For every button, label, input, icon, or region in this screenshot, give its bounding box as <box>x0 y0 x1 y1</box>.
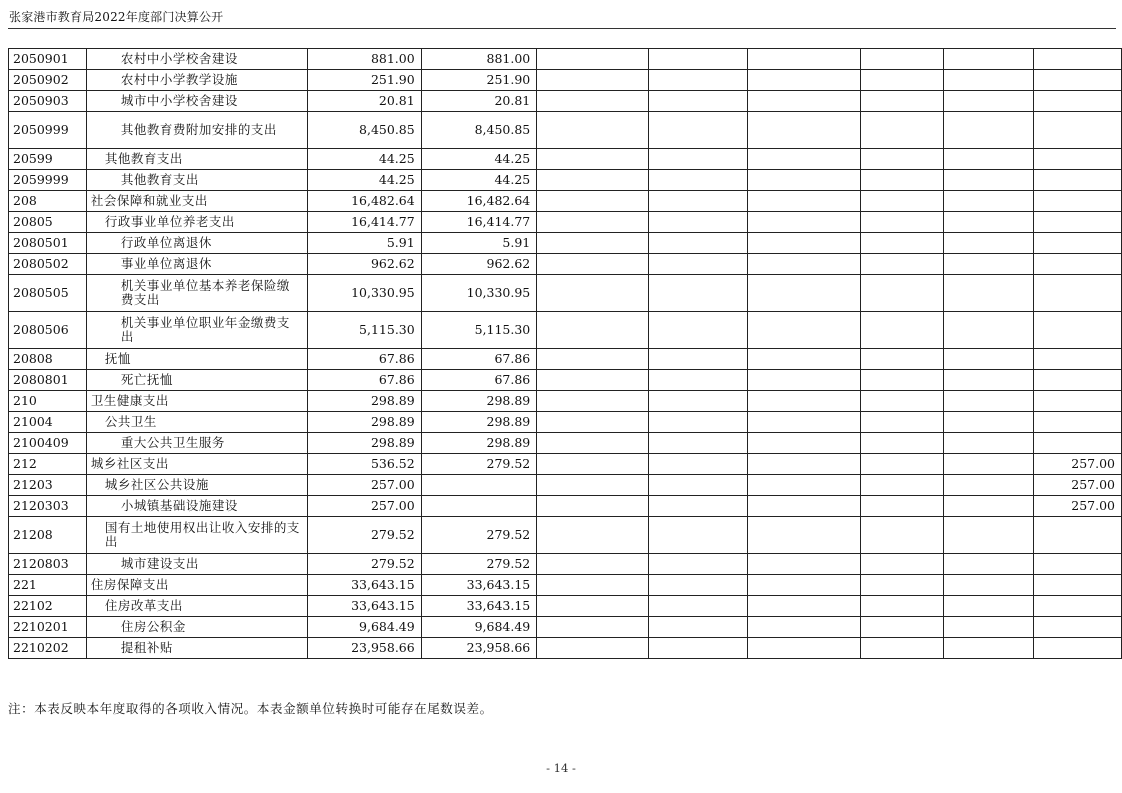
amount-cell <box>860 575 943 596</box>
amount-cell <box>860 596 943 617</box>
function-code-cell: 2050901 <box>9 49 87 70</box>
amount-cell <box>944 391 1034 412</box>
amount-cell <box>1034 233 1122 254</box>
amount-cell <box>860 349 943 370</box>
amount-cell <box>748 554 861 575</box>
amount-cell <box>860 617 943 638</box>
table-row <box>9 617 1122 638</box>
amount-cell <box>649 312 748 349</box>
amount-cell: 9,684.49 <box>421 617 537 638</box>
table-row <box>9 212 1122 233</box>
amount-cell <box>1034 149 1122 170</box>
table-row <box>9 554 1122 575</box>
function-name-cell: 其他教育支出 <box>86 170 307 191</box>
amount-cell <box>748 275 861 312</box>
amount-cell <box>649 254 748 275</box>
function-code-cell: 2210202 <box>9 638 87 659</box>
amount-cell <box>748 575 861 596</box>
amount-cell <box>649 454 748 475</box>
table-row <box>9 638 1122 659</box>
amount-cell: 257.00 <box>1034 454 1122 475</box>
amount-cell: 257.00 <box>308 496 422 517</box>
amount-cell: 298.89 <box>421 412 537 433</box>
amount-cell <box>860 475 943 496</box>
function-code-cell: 2050903 <box>9 91 87 112</box>
amount-cell <box>1034 517 1122 554</box>
table-row <box>9 475 1122 496</box>
amount-cell: 881.00 <box>421 49 537 70</box>
amount-cell <box>748 475 861 496</box>
function-code-cell: 2120303 <box>9 496 87 517</box>
amount-cell <box>537 433 649 454</box>
table-row <box>9 312 1122 349</box>
table-row <box>9 454 1122 475</box>
amount-cell <box>1034 312 1122 349</box>
function-code-cell: 20805 <box>9 212 87 233</box>
amount-cell <box>537 149 649 170</box>
function-name-cell: 卫生健康支出 <box>86 391 307 412</box>
document-header: 张家港市教育局2022年度部门决算公开 <box>9 10 224 24</box>
header-rule <box>8 28 1116 29</box>
amount-cell <box>537 212 649 233</box>
amount-cell: 5,115.30 <box>308 312 422 349</box>
amount-cell <box>537 575 649 596</box>
amount-cell <box>649 412 748 433</box>
function-name-cell: 国有土地使用权出让收入安排的支出 <box>86 517 307 554</box>
amount-cell <box>944 454 1034 475</box>
amount-cell: 962.62 <box>421 254 537 275</box>
amount-cell: 5.91 <box>421 233 537 254</box>
amount-cell <box>649 475 748 496</box>
amount-cell: 251.90 <box>421 70 537 91</box>
amount-cell <box>748 391 861 412</box>
amount-cell: 298.89 <box>308 391 422 412</box>
amount-cell <box>537 496 649 517</box>
amount-cell <box>860 391 943 412</box>
table-row <box>9 149 1122 170</box>
amount-cell <box>649 149 748 170</box>
amount-cell <box>649 370 748 391</box>
amount-cell: 257.00 <box>1034 475 1122 496</box>
amount-cell <box>537 170 649 191</box>
amount-cell <box>649 112 748 149</box>
amount-cell <box>944 638 1034 659</box>
function-code-cell: 2120803 <box>9 554 87 575</box>
table-row <box>9 349 1122 370</box>
amount-cell: 279.52 <box>421 517 537 554</box>
amount-cell <box>748 91 861 112</box>
function-name-cell: 机关事业单位职业年金缴费支出 <box>86 312 307 349</box>
amount-cell <box>649 617 748 638</box>
function-code-cell: 2080501 <box>9 233 87 254</box>
amount-cell <box>944 517 1034 554</box>
amount-cell: 33,643.15 <box>421 575 537 596</box>
amount-cell: 23,958.66 <box>308 638 422 659</box>
amount-cell <box>860 170 943 191</box>
amount-cell <box>649 638 748 659</box>
table-row <box>9 170 1122 191</box>
function-name-cell: 城市建设支出 <box>86 554 307 575</box>
amount-cell <box>860 91 943 112</box>
amount-cell <box>1034 49 1122 70</box>
amount-cell <box>860 70 943 91</box>
amount-cell <box>944 70 1034 91</box>
amount-cell <box>944 254 1034 275</box>
amount-cell <box>860 517 943 554</box>
amount-cell <box>748 233 861 254</box>
amount-cell: 67.86 <box>421 370 537 391</box>
amount-cell <box>860 638 943 659</box>
amount-cell <box>860 275 943 312</box>
amount-cell <box>748 170 861 191</box>
amount-cell <box>537 312 649 349</box>
amount-cell <box>944 617 1034 638</box>
amount-cell <box>537 454 649 475</box>
amount-cell: 298.89 <box>421 433 537 454</box>
amount-cell <box>1034 349 1122 370</box>
amount-cell <box>649 275 748 312</box>
amount-cell <box>860 191 943 212</box>
function-code-cell: 2050999 <box>9 112 87 149</box>
amount-cell: 5.91 <box>308 233 422 254</box>
table-row <box>9 254 1122 275</box>
amount-cell <box>748 70 861 91</box>
amount-cell: 881.00 <box>308 49 422 70</box>
function-name-cell: 行政事业单位养老支出 <box>86 212 307 233</box>
function-code-cell: 2080801 <box>9 370 87 391</box>
function-name-cell: 住房改革支出 <box>86 596 307 617</box>
amount-cell: 20.81 <box>308 91 422 112</box>
amount-cell <box>748 349 861 370</box>
amount-cell <box>860 554 943 575</box>
amount-cell <box>1034 391 1122 412</box>
table-row <box>9 412 1122 433</box>
function-name-cell: 住房公积金 <box>86 617 307 638</box>
amount-cell: 8,450.85 <box>421 112 537 149</box>
amount-cell <box>649 212 748 233</box>
amount-cell <box>944 275 1034 312</box>
amount-cell: 44.25 <box>308 149 422 170</box>
amount-cell <box>649 170 748 191</box>
table-row <box>9 596 1122 617</box>
amount-cell <box>1034 70 1122 91</box>
amount-cell <box>860 212 943 233</box>
amount-cell <box>537 517 649 554</box>
amount-cell: 298.89 <box>308 412 422 433</box>
amount-cell <box>537 275 649 312</box>
amount-cell <box>1034 91 1122 112</box>
amount-cell <box>860 149 943 170</box>
page-number: - 14 - <box>546 761 576 775</box>
amount-cell: 33,643.15 <box>308 575 422 596</box>
amount-cell <box>748 433 861 454</box>
amount-cell <box>421 496 537 517</box>
amount-cell <box>649 70 748 91</box>
footnote: 注：本表反映本年度取得的各项收入情况。本表金额单位转换时可能存在尾数误差。 <box>8 701 493 716</box>
amount-cell <box>421 475 537 496</box>
function-name-cell: 提租补贴 <box>86 638 307 659</box>
function-code-cell: 212 <box>9 454 87 475</box>
amount-cell <box>944 233 1034 254</box>
amount-cell <box>944 49 1034 70</box>
function-name-cell: 其他教育支出 <box>86 149 307 170</box>
amount-cell: 5,115.30 <box>421 312 537 349</box>
amount-cell <box>649 49 748 70</box>
function-name-cell: 行政单位离退休 <box>86 233 307 254</box>
amount-cell <box>649 191 748 212</box>
amount-cell: 251.90 <box>308 70 422 91</box>
amount-cell <box>748 149 861 170</box>
amount-cell <box>1034 191 1122 212</box>
amount-cell <box>649 349 748 370</box>
amount-cell <box>1034 212 1122 233</box>
amount-cell <box>944 112 1034 149</box>
amount-cell: 67.86 <box>308 370 422 391</box>
amount-cell <box>944 191 1034 212</box>
table-row <box>9 575 1122 596</box>
amount-cell: 23,958.66 <box>421 638 537 659</box>
amount-cell: 67.86 <box>308 349 422 370</box>
amount-cell <box>944 91 1034 112</box>
amount-cell <box>649 554 748 575</box>
amount-cell: 9,684.49 <box>308 617 422 638</box>
amount-cell <box>748 312 861 349</box>
amount-cell <box>649 517 748 554</box>
amount-cell <box>1034 638 1122 659</box>
amount-cell <box>944 496 1034 517</box>
amount-cell <box>1034 112 1122 149</box>
function-name-cell: 社会保障和就业支出 <box>86 191 307 212</box>
amount-cell: 536.52 <box>308 454 422 475</box>
amount-cell: 257.00 <box>308 475 422 496</box>
function-code-cell: 208 <box>9 191 87 212</box>
amount-cell: 10,330.95 <box>308 275 422 312</box>
amount-cell <box>649 496 748 517</box>
amount-cell <box>748 496 861 517</box>
amount-cell <box>649 233 748 254</box>
function-name-cell: 农村中小学教学设施 <box>86 70 307 91</box>
amount-cell: 20.81 <box>421 91 537 112</box>
amount-cell: 298.89 <box>308 433 422 454</box>
amount-cell: 16,414.77 <box>421 212 537 233</box>
function-name-cell: 城乡社区支出 <box>86 454 307 475</box>
amount-cell <box>649 391 748 412</box>
function-name-cell: 农村中小学校舍建设 <box>86 49 307 70</box>
amount-cell: 10,330.95 <box>421 275 537 312</box>
amount-cell <box>1034 617 1122 638</box>
amount-cell <box>944 554 1034 575</box>
function-name-cell: 事业单位离退休 <box>86 254 307 275</box>
table-row <box>9 370 1122 391</box>
amount-cell: 257.00 <box>1034 496 1122 517</box>
amount-cell <box>537 412 649 433</box>
amount-cell <box>537 233 649 254</box>
function-code-cell: 2059999 <box>9 170 87 191</box>
function-code-cell: 21004 <box>9 412 87 433</box>
amount-cell <box>944 349 1034 370</box>
amount-cell <box>748 617 861 638</box>
amount-cell: 279.52 <box>421 554 537 575</box>
amount-cell: 44.25 <box>421 149 537 170</box>
amount-cell <box>748 112 861 149</box>
table-row <box>9 391 1122 412</box>
amount-cell <box>748 212 861 233</box>
amount-cell: 67.86 <box>421 349 537 370</box>
amount-cell <box>649 433 748 454</box>
table-row <box>9 191 1122 212</box>
amount-cell <box>860 233 943 254</box>
amount-cell: 298.89 <box>421 391 537 412</box>
table-row <box>9 49 1122 70</box>
amount-cell <box>1034 575 1122 596</box>
amount-cell <box>860 454 943 475</box>
amount-cell <box>537 554 649 575</box>
amount-cell <box>537 112 649 149</box>
amount-cell <box>748 454 861 475</box>
function-name-cell: 抚恤 <box>86 349 307 370</box>
amount-cell: 33,643.15 <box>421 596 537 617</box>
table-row <box>9 275 1122 312</box>
amount-cell <box>944 312 1034 349</box>
function-code-cell: 2100409 <box>9 433 87 454</box>
amount-cell <box>1034 412 1122 433</box>
amount-cell <box>748 254 861 275</box>
function-name-cell: 其他教育费附加安排的支出 <box>86 112 307 149</box>
table-row <box>9 112 1122 149</box>
amount-cell <box>944 575 1034 596</box>
amount-cell <box>537 191 649 212</box>
function-code-cell: 2050902 <box>9 70 87 91</box>
function-code-cell: 21208 <box>9 517 87 554</box>
table-row <box>9 70 1122 91</box>
amount-cell <box>1034 370 1122 391</box>
table-body <box>9 49 1122 659</box>
amount-cell <box>944 596 1034 617</box>
amount-cell <box>748 517 861 554</box>
amount-cell <box>944 170 1034 191</box>
amount-cell <box>748 49 861 70</box>
table-row <box>9 433 1122 454</box>
function-code-cell: 221 <box>9 575 87 596</box>
function-name-cell: 死亡抚恤 <box>86 370 307 391</box>
table-row <box>9 91 1122 112</box>
amount-cell <box>537 638 649 659</box>
amount-cell <box>860 312 943 349</box>
function-name-cell: 城乡社区公共设施 <box>86 475 307 496</box>
function-code-cell: 20599 <box>9 149 87 170</box>
amount-cell: 962.62 <box>308 254 422 275</box>
function-code-cell: 210 <box>9 391 87 412</box>
function-name-cell: 公共卫生 <box>86 412 307 433</box>
function-code-cell: 2080505 <box>9 275 87 312</box>
function-name-cell: 重大公共卫生服务 <box>86 433 307 454</box>
function-name-cell: 城市中小学校舍建设 <box>86 91 307 112</box>
amount-cell <box>537 254 649 275</box>
amount-cell <box>649 596 748 617</box>
amount-cell <box>537 370 649 391</box>
amount-cell <box>537 391 649 412</box>
amount-cell: 16,414.77 <box>308 212 422 233</box>
amount-cell <box>748 596 861 617</box>
amount-cell: 279.52 <box>421 454 537 475</box>
amount-cell <box>1034 596 1122 617</box>
amount-cell <box>1034 170 1122 191</box>
amount-cell <box>537 475 649 496</box>
table-row <box>9 496 1122 517</box>
function-code-cell: 2080502 <box>9 254 87 275</box>
amount-cell: 8,450.85 <box>308 112 422 149</box>
amount-cell <box>1034 433 1122 454</box>
amount-cell <box>1034 275 1122 312</box>
amount-cell <box>1034 254 1122 275</box>
amount-cell <box>537 596 649 617</box>
function-code-cell: 2210201 <box>9 617 87 638</box>
amount-cell <box>649 575 748 596</box>
amount-cell: 279.52 <box>308 554 422 575</box>
function-code-cell: 22102 <box>9 596 87 617</box>
amount-cell <box>860 433 943 454</box>
amount-cell <box>860 49 943 70</box>
amount-cell <box>537 617 649 638</box>
amount-cell: 16,482.64 <box>421 191 537 212</box>
function-code-cell: 21203 <box>9 475 87 496</box>
amount-cell <box>537 349 649 370</box>
amount-cell <box>944 149 1034 170</box>
table-row <box>9 233 1122 254</box>
amount-cell <box>537 70 649 91</box>
amount-cell <box>860 412 943 433</box>
function-name-cell: 小城镇基础设施建设 <box>86 496 307 517</box>
amount-cell <box>748 370 861 391</box>
amount-cell <box>944 370 1034 391</box>
amount-cell <box>944 412 1034 433</box>
amount-cell <box>748 412 861 433</box>
amount-cell <box>944 475 1034 496</box>
amount-cell <box>944 433 1034 454</box>
amount-cell <box>537 49 649 70</box>
amount-cell: 44.25 <box>421 170 537 191</box>
function-code-cell: 20808 <box>9 349 87 370</box>
budget-table <box>8 48 1122 659</box>
function-name-cell: 机关事业单位基本养老保险缴费支出 <box>86 275 307 312</box>
table-row <box>9 517 1122 554</box>
amount-cell <box>860 370 943 391</box>
amount-cell: 33,643.15 <box>308 596 422 617</box>
function-name-cell: 住房保障支出 <box>86 575 307 596</box>
amount-cell <box>537 91 649 112</box>
amount-cell <box>860 112 943 149</box>
function-code-cell: 2080506 <box>9 312 87 349</box>
amount-cell <box>1034 554 1122 575</box>
amount-cell: 279.52 <box>308 517 422 554</box>
amount-cell <box>860 496 943 517</box>
amount-cell: 16,482.64 <box>308 191 422 212</box>
amount-cell <box>944 212 1034 233</box>
amount-cell <box>748 191 861 212</box>
amount-cell <box>649 91 748 112</box>
amount-cell <box>860 254 943 275</box>
amount-cell <box>748 638 861 659</box>
amount-cell: 44.25 <box>308 170 422 191</box>
